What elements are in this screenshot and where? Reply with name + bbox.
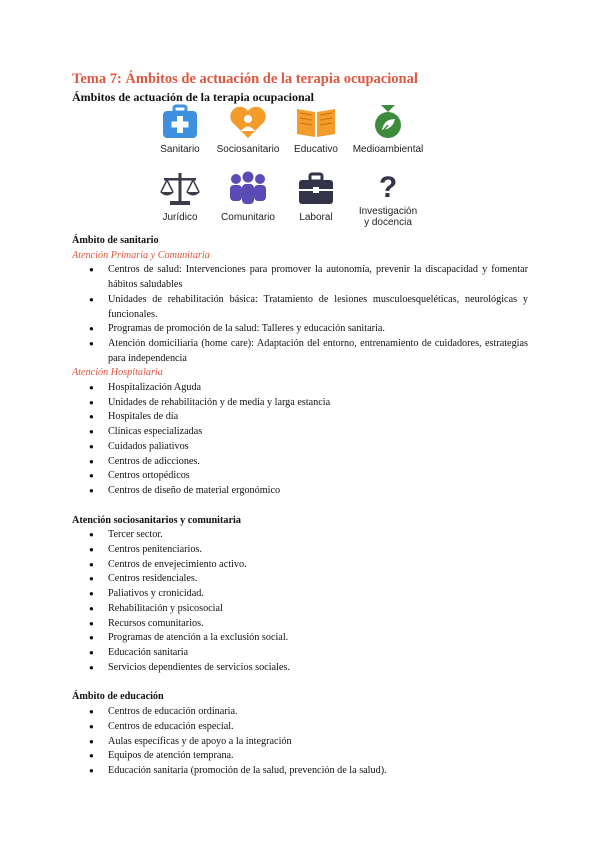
list-item: ● Rehabilitación y psicosocial <box>72 602 528 617</box>
list-item: ● Centros de educación ordinaria. <box>72 705 528 720</box>
briefcase-icon <box>296 170 336 208</box>
page-title: Tema 7: Ámbitos de actuación de la terapia ocupacional <box>72 71 418 87</box>
list-item: ● Unidades de rehabilitación básica: Tratamiento de lesiones musculoesqueléticas, neurológicas y funcionales. <box>72 293 528 322</box>
ambito-investigacion <box>348 170 428 228</box>
list-item: ● Educación sanitaria <box>72 646 528 661</box>
ambito-laboral <box>276 170 356 224</box>
list-item: ● Cuidados paliativos <box>72 440 528 455</box>
document-body <box>72 234 528 779</box>
question-icon <box>368 170 408 202</box>
list-item: ● Centros de diseño de material ergonómico <box>72 484 528 499</box>
subsection-label-hospitalaria: Atención Hospitalaria <box>72 367 163 379</box>
section-heading-sanitario: Ámbito de sanitario <box>72 235 159 246</box>
list-item: ● Recursos comunitarios. <box>72 617 528 632</box>
scales-icon <box>158 170 202 208</box>
heart-person-icon <box>228 104 268 140</box>
list-item: ● Clínicas especializadas <box>72 425 528 440</box>
list-item: ● Centros residenciales. <box>72 572 528 587</box>
list-item: ● Servicios dependientes de servicios sociales. <box>72 661 528 676</box>
medical-kit-icon <box>160 104 200 140</box>
list-item: ● Aulas específicas y de apoyo a la integración <box>72 735 528 750</box>
subsection-label-primaria: Atención Primaria y Comunitaria <box>72 249 210 261</box>
section-subtitle: Ámbitos de actuación de la terapia ocupacional <box>72 90 314 104</box>
ambito-label: Sociosanitario <box>216 144 280 155</box>
ambito-label: Investigación <box>358 206 418 217</box>
list-item: ● Centros de educación especial. <box>72 720 528 735</box>
list-item: ● Programas de promoción de la salud: Talleres y educación sanitaria. <box>72 322 528 337</box>
eco-medal-icon <box>368 104 408 140</box>
educacion-list <box>72 705 528 779</box>
list-item: ● Educación sanitaria (promoción de la salud, prevención de la salud). <box>72 764 528 779</box>
ambito-label: Educativo <box>294 144 338 155</box>
hospitalaria-list <box>72 381 528 499</box>
list-item: ● Unidades de rehabilitación y de media y larga estancia <box>72 396 528 411</box>
list-item: ● Centros ortopédicos <box>72 469 528 484</box>
list-item: ● Centros penitenciarios. <box>72 543 528 558</box>
list-item: ● Centros de adicciones. <box>72 455 528 470</box>
list-item: ● Hospitales de día <box>72 410 528 425</box>
svg-text:?: ? <box>378 171 398 202</box>
ambitos-infographic <box>148 104 448 234</box>
ambito-medioambiental <box>348 104 428 156</box>
ambito-label: Jurídico <box>162 212 198 223</box>
list-item: ● Tercer sector. <box>72 528 528 543</box>
list-item: ● Atención domiciliaria (home care): Adaptación del entorno, entrenamiento de cuidadores, estrategias para independencia <box>72 337 528 366</box>
sociosanitario-list <box>72 528 528 675</box>
list-item: ● Hospitalización Aguda <box>72 381 528 396</box>
section-heading-sociosanitario: Atención sociosanitarios y comunitaria <box>72 514 241 526</box>
ambito-label: Laboral <box>299 212 333 223</box>
list-item: ● Paliativos y cronicidad. <box>72 587 528 602</box>
ambito-label-line2: y docencia <box>364 217 412 228</box>
list-item: ● Centros de salud: Intervenciones para promover la autonomía, prevenir la discapacidad y fomentar hábitos saludables <box>72 263 528 292</box>
ambito-label: Sanitario <box>160 144 200 155</box>
ambito-educativo <box>276 104 356 156</box>
list-item: ● Centros de envejecimiento activo. <box>72 558 528 573</box>
ambito-label: Medioambiental <box>352 144 424 155</box>
list-item: ● Programas de atención a la exclusión social. <box>72 631 528 646</box>
ambito-label: Comunitario <box>221 212 275 223</box>
book-icon <box>294 104 338 140</box>
primaria-list <box>72 263 528 366</box>
community-icon <box>226 170 270 208</box>
section-heading-educacion: Ámbito de educación <box>72 691 164 703</box>
list-item: ● Equipos de atención temprana. <box>72 749 528 764</box>
